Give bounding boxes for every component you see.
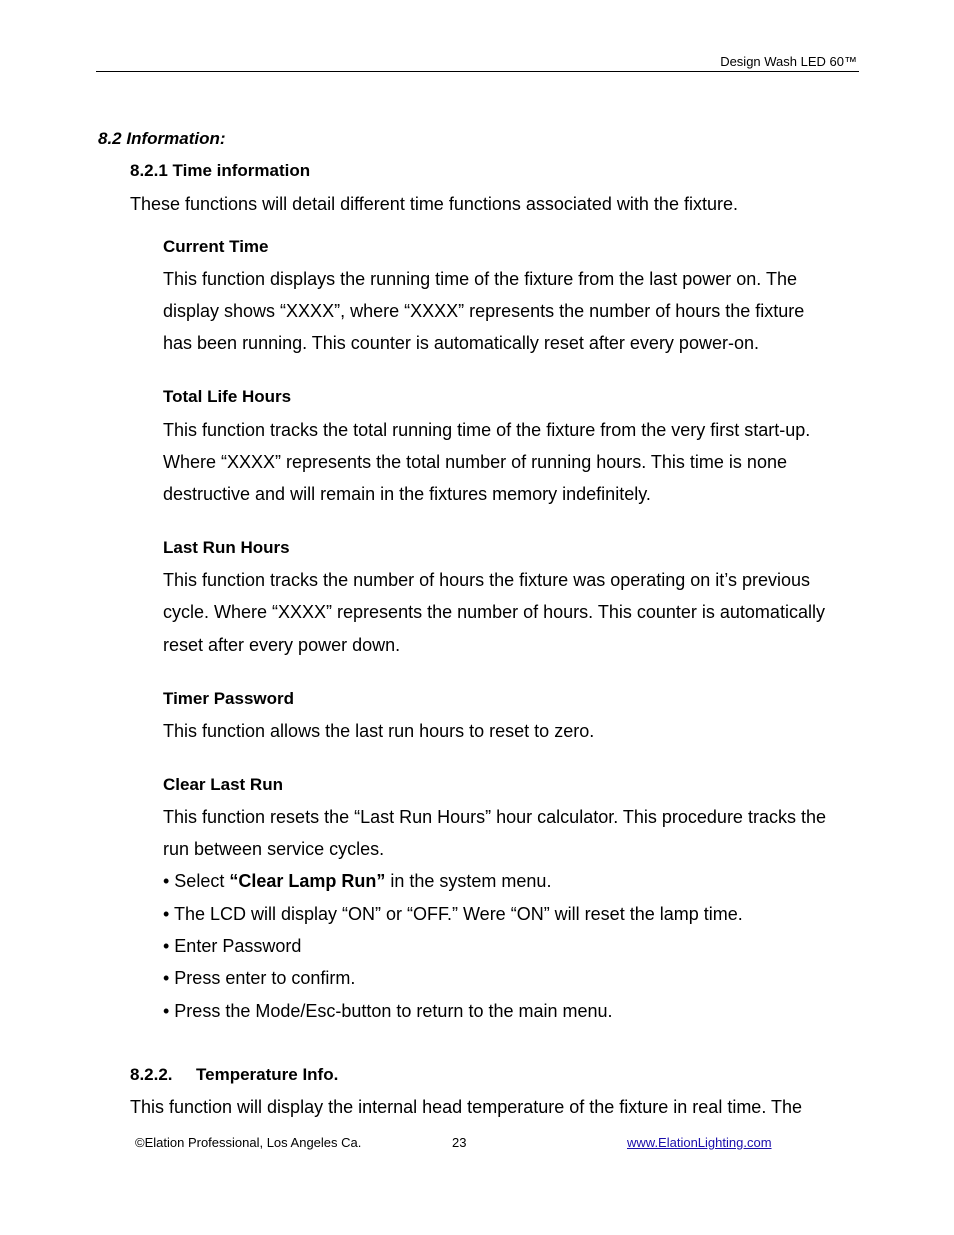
bullet-text: • Select [163, 871, 230, 891]
timer-password-line: This function allows the last run hours to reset to zero. [163, 721, 595, 741]
last-run-heading: Last Run Hours [163, 538, 290, 557]
total-life-line: Where “XXXX” represents the total number of running hours. This time is none [163, 452, 787, 472]
temperature-line: This function will display the internal head temperature of the fixture in real time. The [130, 1097, 803, 1117]
footer-page-number: 23 [452, 1135, 467, 1150]
subsection-title-time-info: 8.2.1 Time information [130, 161, 311, 180]
bullet-item: • Press enter to confirm. [163, 968, 356, 988]
time-info-intro: These functions will detail different time functions associated with the fixture. [130, 194, 738, 214]
current-time-line: This function displays the running time of the fixture from the last power on. The [163, 269, 797, 289]
timer-password-heading: Timer Password [163, 689, 295, 708]
last-run-line: reset after every power down. [163, 635, 401, 655]
current-time-line: has been running. This counter is automatically reset after every power-on. [163, 333, 759, 353]
clear-last-run-line: run between service cycles. [163, 839, 385, 859]
footer-company: ©Elation Professional, Los Angeles Ca. [135, 1135, 362, 1150]
last-run-line: This function tracks the number of hours the fixture was operating on it’s previous [163, 570, 810, 590]
clear-last-run-heading: Clear Last Run [163, 775, 283, 794]
header-divider [96, 71, 859, 72]
subsection-title-temperature: Temperature Info. [196, 1065, 339, 1084]
clear-last-run-line: This function resets the “Last Run Hours” hour calculator. This procedure tracks the [163, 807, 826, 827]
bullet-item [163, 865, 551, 897]
current-time-line: display shows “XXXX”, where “XXXX” represents the number of hours the fixture [163, 301, 805, 321]
total-life-line: destructive and will remain in the fixtures memory indefinitely. [163, 484, 651, 504]
section-title: 8.2 Information: [98, 129, 226, 148]
total-life-line: This function tracks the total running time of the fixture from the very first start-up. [163, 420, 811, 440]
current-time-heading: Current Time [163, 237, 269, 256]
total-life-heading: Total Life Hours [163, 387, 292, 406]
footer-website-link[interactable]: www.ElationLighting.com [627, 1135, 772, 1150]
bullet-item: • The LCD will display “ON” or “OFF.” Were “ON” will reset the lamp time. [163, 904, 743, 924]
bullet-item: • Press the Mode/Esc-button to return to the main menu. [163, 1001, 613, 1021]
header-title: Design Wash LED 60™ [720, 54, 857, 69]
subsection-number-temperature: 8.2.2. [130, 1065, 173, 1084]
last-run-line: cycle. Where “XXXX” represents the number of hours. This counter is automatically [163, 602, 825, 622]
bullet-bold-menu-name: “Clear Lamp Run” [229, 871, 386, 891]
bullet-text: in the system menu. [385, 871, 552, 891]
bullet-item: • Enter Password [163, 936, 302, 956]
